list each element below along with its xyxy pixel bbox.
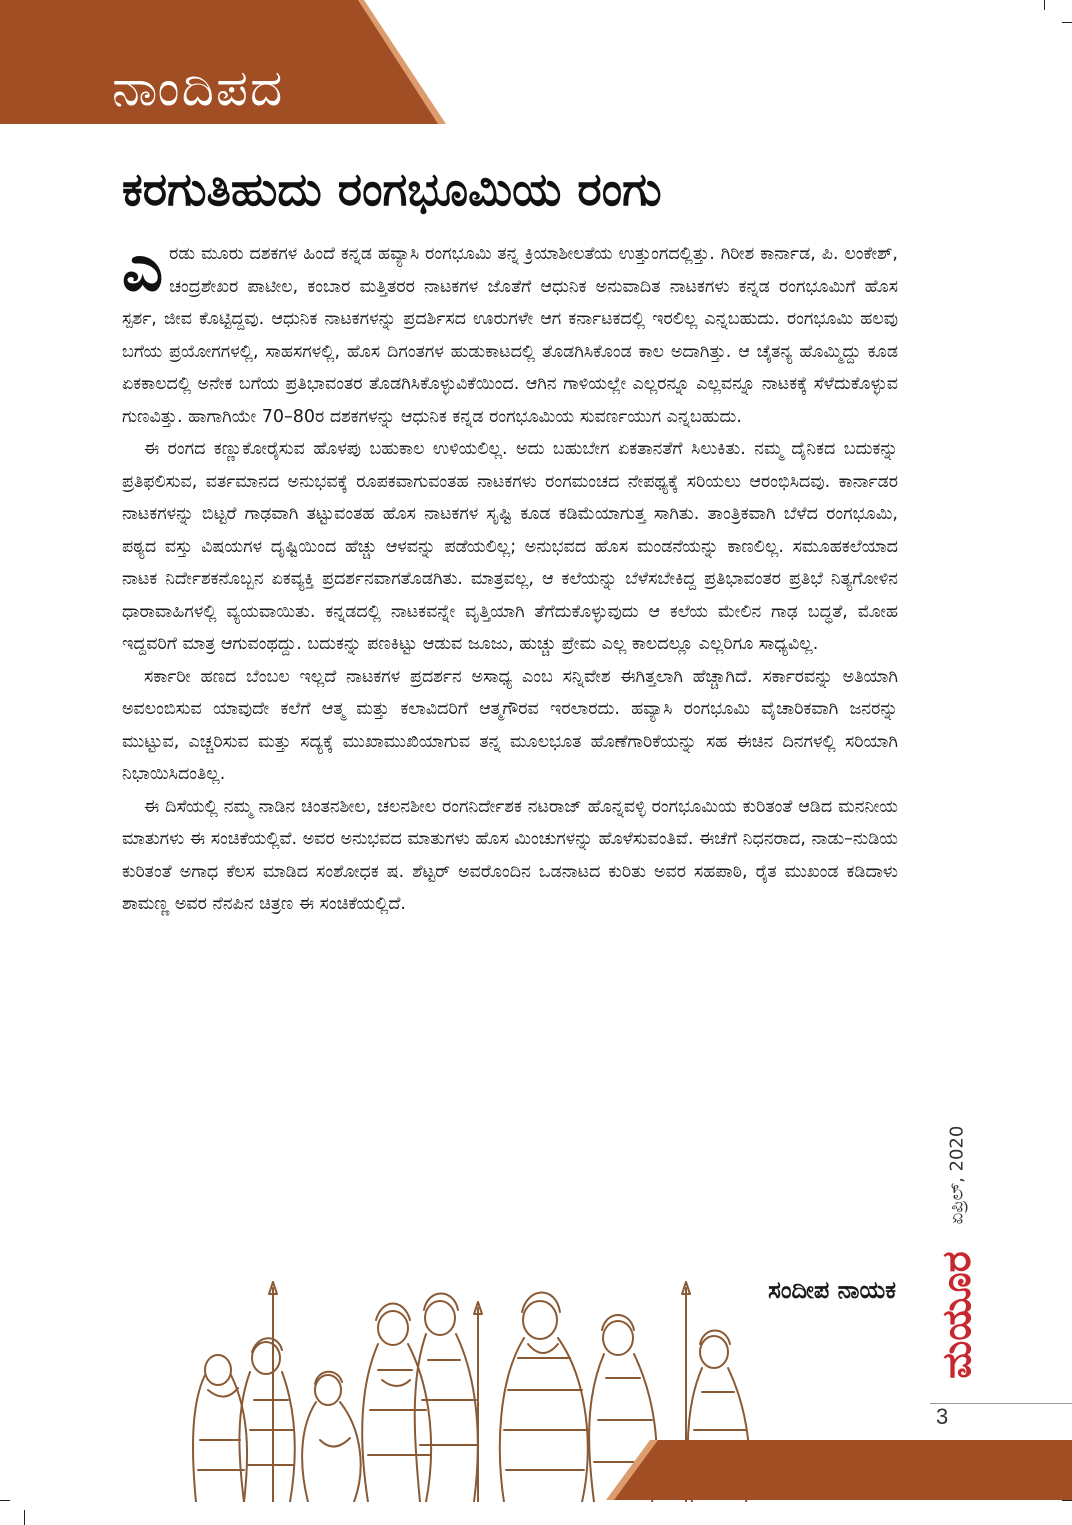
- article-paragraph-3: ಸರ್ಕಾರೀ ಹಣದ ಬೆಂಬಲ ಇಲ್ಲದೆ ನಾಟಕಗಳ ಪ್ರದರ್ಶನ ಅಸಾಧ್ಯ ಎಂಬ ಸನ್ನಿವೇಶ ಈಗಿತ್ತಲಾಗಿ ಹೆಚ್ಚಾಗಿದೆ. ಸರ್ಕಾರವನ್ನು ಅತಿಯಾಗಿ ಅವಲಂಬಿಸುವ ಯಾವುದೇ ಕಲೆಗೆ ಆತ್ಮ ಮತ್ತು ಕಲಾವಿದರಿಗೆ ಆತ್ಮಗೌರವ ಇರಲಾರದು. ಹವ್ಯಾಸಿ ರಂಗಭೂಮಿ ವೈಚಾರಿಕವಾಗಿ ಜನರನ್ನು ಮುಟ್ಟುವ, ಎಚ್ಚರಿಸುವ ಮತ್ತು ಸದ್ಯಕ್ಕೆ ಮುಖಾಮುಖಿಯಾಗುವ ತನ್ನ ಮೂಲಭೂತ ಹೊಣೆಗಾರಿಕೆಯನ್ನು ಸಹ ಈಚಿನ ದಿನಗಳಲ್ಲಿ ಸರಿಯಾಗಿ ನಿಭಾಯಿಸಿದಂತಿಲ್ಲ.: [122, 666, 898, 784]
- page-number: 3: [936, 1404, 949, 1429]
- article-paragraph-4: ಈ ದಿಸೆಯಲ್ಲಿ ನಮ್ಮ ನಾಡಿನ ಚಿಂತನಶೀಲ, ಚಲನಶೀಲ ರಂಗನಿರ್ದೇಶಕ ನಟರಾಜ್ ಹೊನ್ನವಳ್ಳಿ ರಂಗಭೂಮಿಯ ಕುರಿತಂತೆ ಆಡಿದ ಮನನೀಯ ಮಾತುಗಳು ಈ ಸಂಚಿಕೆಯಲ್ಲಿವೆ. ಅವರ ಅನುಭವದ ಮಾತುಗಳು ಹೊಸ ಮಿಂಚುಗಳನ್ನು ಹೊಳೆಸುವಂತಿವೆ. ಈಚೆಗೆ ನಿಧನರಾದ, ನಾಡು–ನುಡಿಯ ಕುರಿತಂತೆ ಅಗಾಧ ಕೆಲಸ ಮಾಡಿದ ಸಂಶೋಧಕ ಷ. ಶೆಟ್ಟರ್ ಅವರೊಂದಿನ ಒಡನಾಟದ ಕುರಿತು ಅವರ ಸಹಪಾಠಿ, ರೈತ ಮುಖಂಡ ಕಡಿದಾಳು ಶಾಮಣ್ಣ ಅವರ ನೆನಪಿನ ಚಿತ್ರಣ ಈ ಸಂಚಿಕೆಯಲ್ಲಿದೆ.: [122, 796, 898, 914]
- article-paragraph-1-text: ರಡು ಮೂರು ದಶಕಗಳ ಹಿಂದೆ ಕನ್ನಡ ಹವ್ಯಾಸಿ ರಂಗಭೂಮಿ ತನ್ನ ಕ್ರಿಯಾಶೀಲತೆಯ ಉತ್ತುಂಗದಲ್ಲಿತ್ತು. ಗಿರೀಶ ಕಾರ್ನಾಡ, ಪಿ. ಲಂಕೇಶ್, ಚಂದ್ರಶೇಖರ ಪಾಟೀಲ, ಕಂಬಾರ ಮತ್ತಿತರರ ನಾಟಕಗಳ ಜೊತೆಗೆ ಆಧುನಿಕ ಅನುವಾದಿತ ನಾಟಕಗಳು ಕನ್ನಡ ರಂಗಭೂಮಿಗೆ ಹೊಸ ಸ್ಪರ್ಶ, ಜೀವ ಕೊಟ್ಟಿದ್ದವು. ಆಧುನಿಕ ನಾಟಕಗಳನ್ನು ಪ್ರದರ್ಶಿಸದ ಊರುಗಳೇ ಆಗ ಕರ್ನಾಟಕದಲ್ಲಿ ಇರಲಿಲ್ಲ ಎನ್ನಬಹುದು. ರಂಗಭೂಮಿ ಹಲವು ಬಗೆಯ ಪ್ರಯೋಗಗಳಲ್ಲಿ, ಸಾಹಸಗಳಲ್ಲಿ, ಹೊಸ ದಿಗಂತಗಳ ಹುಡುಕಾಟದಲ್ಲಿ ತೊಡಗಿಸಿಕೊಂಡ ಕಾಲ ಅದಾಗಿತ್ತು. ಆ ಚೈತನ್ಯ ಹೊಮ್ಮಿದ್ದು ಕೂಡ ಏಕಕಾಲದಲ್ಲಿ ಅನೇಕ ಬಗೆಯ ಪ್ರತಿಭಾವಂತರ ತೊಡಗಿಸಿಕೊಳ್ಳುವಿಕೆಯಿಂದ. ಆಗಿನ ಗಾಳಿಯಲ್ಲೇ ಎಲ್ಲರನ್ನೂ ಎಲ್ಲವನ್ನೂ ನಾಟಕಕ್ಕೆ ಸೆಳೆದುಕೊಳ್ಳುವ ಗುಣವಿತ್ತು. ಹಾಗಾಗಿಯೇ 70–80ರ ದಶಕಗಳನ್ನು ಆಧುನಿಕ ಕನ್ನಡ ರಂಗಭೂಮಿಯ ಸುವರ್ಣಯುಗ ಎನ್ನಬಹುದು.: [122, 244, 898, 427]
- article-paragraph-2: ಈ ರಂಗದ ಕಣ್ಣುಕೋರೈಸುವ ಹೊಳಪು ಬಹುಕಾಲ ಉಳಿಯಲಿಲ್ಲ. ಅದು ಬಹುಬೇಗ ಏಕತಾನತೆಗೆ ಸಿಲುಕಿತು. ನಮ್ಮ ದೈನಿಕದ ಬದುಕನ್ನು ಪ್ರತಿಫಲಿಸುವ, ವರ್ತಮಾನದ ಅನುಭವಕ್ಕೆ ರೂಪಕವಾಗುವಂತಹ ನಾಟಕಗಳು ರಂಗಮಂಚದ ನೇಪಥ್ಯಕ್ಕೆ ಸರಿಯಲು ಆರಂಭಿಸಿದವು. ಕಾರ್ನಾಡರ ನಾಟಕಗಳನ್ನು ಬಿಟ್ಟರೆ ಗಾಢವಾಗಿ ತಟ್ಟುವಂತಹ ಹೊಸ ನಾಟಕಗಳ ಸೃಷ್ಟಿ ಕೂಡ ಕಡಿಮೆಯಾಗುತ್ತ ಸಾಗಿತು. ತಾಂತ್ರಿಕವಾಗಿ ಬೆಳೆದ ರಂಗಭೂಮಿ, ಪಠ್ಯದ ವಸ್ತು ವಿಷಯಗಳ ದೃಷ್ಟಿಯಿಂದ ಹೆಚ್ಚು ಆಳವನ್ನು ಪಡೆಯಲಿಲ್ಲ; ಅನುಭವದ ಹೊಸ ಮಂಡನೆಯನ್ನು ಕಾಣಲಿಲ್ಲ. ಸಮೂಹಕಲೆಯಾದ ನಾಟಕ ನಿರ್ದೇಶಕನೊಬ್ಬನ ಏಕವ್ಯಕ್ತಿ ಪ್ರದರ್ಶನವಾಗತೊಡಗಿತು. ಮಾತ್ರವಲ್ಲ, ಆ ಕಲೆಯನ್ನು ಬೆಳೆಸಬೇಕಿದ್ದ ಪ್ರತಿಭಾವಂತರ ಪ್ರತಿಭೆ ನಿತ್ಯಗೋಳಿನ ಧಾರಾವಾಹಿಗಳಲ್ಲಿ ವ್ಯಯವಾಯಿತು. ಕನ್ನಡದಲ್ಲಿ ನಾಟಕವನ್ನೇ ವೃತ್ತಿಯಾಗಿ ತೆಗೆದುಕೊಳ್ಳುವುದು ಆ ಕಲೆಯ ಮೇಲಿನ ಗಾಢ ಬದ್ಧತೆ, ಮೋಹ ಇದ್ದವರಿಗೆ ಮಾತ್ರ ಆಗುವಂಥದ್ದು. ಬದುಕನ್ನು ಪಣಕಿಟ್ಟು ಆಡುವ ಜೂಜು, ಹುಚ್ಚು ಪ್ರೇಮ ಎಲ್ಲ ಕಾಲದಲ್ಲೂ ಎಲ್ಲರಿಗೂ ಸಾಧ್ಯವಿಲ್ಲ.: [122, 439, 898, 654]
- crop-mark-right-top: [1062, 22, 1072, 23]
- section-label: ನಾಂದಿಪದ: [112, 59, 285, 117]
- page-number-rule: [930, 1403, 1072, 1404]
- issue-date: [945, 1110, 969, 1240]
- article-body: [122, 232, 898, 921]
- crop-mark-top-right: [1044, 0, 1045, 10]
- crop-mark-bottom-right: [1062, 1500, 1072, 1501]
- author-byline: ಸಂದೀಪ ನಾಯಕ: [768, 1276, 896, 1304]
- article-paragraph-1: [122, 232, 898, 433]
- issue-date-text: ಏಪ್ರಿಲ್, 2020: [946, 1125, 968, 1225]
- crop-mark-bottom-left-v: [24, 1510, 25, 1525]
- bottom-band: [610, 1440, 1072, 1500]
- drop-cap: ಎ: [122, 232, 164, 306]
- magazine-name: [932, 1250, 982, 1380]
- crop-mark-bottom-left: [0, 1500, 10, 1501]
- article-title: ಕರಗುತಿಹುದು ರಂಗಭೂಮಿಯ ರಂಗು: [122, 162, 662, 216]
- magazine-name-text: ಮಯೂರ: [934, 1251, 980, 1379]
